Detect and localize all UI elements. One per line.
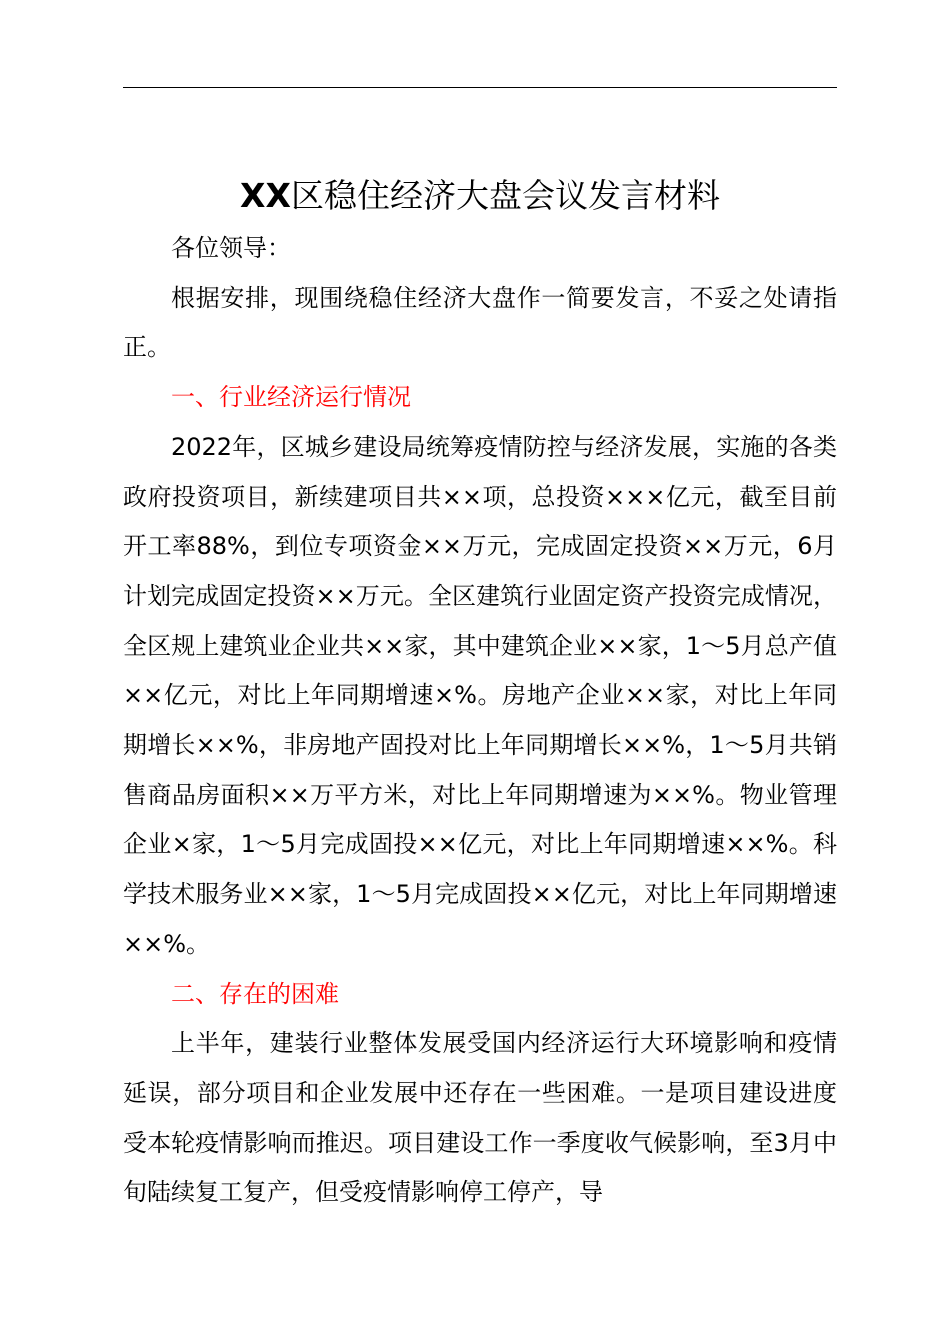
section-paragraph-2: 上半年，建装行业整体发展受国内经济运行大环境影响和疫情延误，部分项目和企业发展中还存在一些困难。一是项目建设进度受本轮疫情影响而推迟。项目建设工作一季度收气候影响，至3月中旬陆续复工复产，但受疫情影响停工停产，导	[123, 1029, 837, 1207]
document-body	[123, 224, 837, 1218]
salutation: 各位领导：	[171, 234, 291, 262]
intro-paragraph: 根据安排，现围绕稳住经济大盘作一简要发言，不妥之处请指正。	[123, 283, 837, 362]
header-rule	[123, 87, 837, 88]
title-text: 区稳住经济大盘会议发言材料	[290, 176, 720, 216]
title-prefix: XX	[240, 176, 291, 216]
section-heading-2: 二、存在的困难	[171, 979, 339, 1008]
section-heading-1: 一、行业经济运行情况	[171, 383, 411, 412]
document-title	[123, 172, 837, 220]
section-paragraph-1: 2022年，区城乡建设局统筹疫情防控与经济发展，实施的各类政府投资项目，新续建项目共××项，总投资×××亿元，截至目前开工率88%，到位专项资金××万元，完成固定投资××万元，6月计划完成固定投资××万元。全区建筑行业固定资产投资完成情况，全区规上建筑业企业共××家，其中建筑企业××家，1～5月总产值××亿元，对比上年同期增速×%。房地产企业××家，对比上年同期增长××%，非房地产固投对比上年同期增长××%，1～5月共销售商品房面积××万平方米，对比上年同期增速为××%。物业管理企业×家，1～5月完成固投××亿元，对比上年同期增速××%。科学技术服务业××家，1～5月完成固投××亿元，对比上年同期增速××%。	[123, 432, 837, 958]
